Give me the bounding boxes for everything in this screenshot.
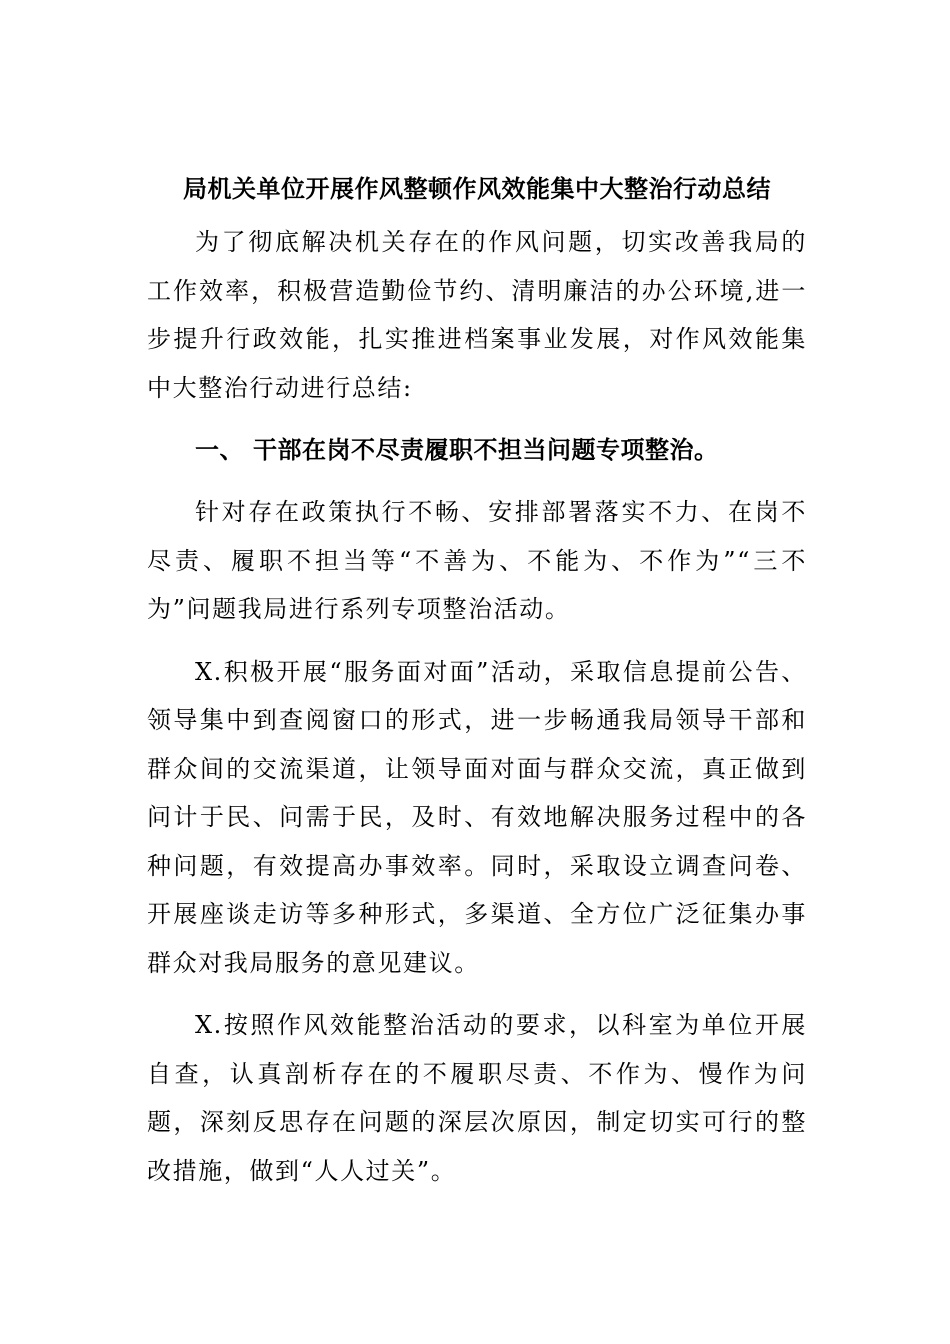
document-title: 局机关单位开展作风整顿作风效能集中大整治行动总结 xyxy=(183,175,771,203)
section-heading xyxy=(147,426,807,474)
section-paragraph-2: X.积极开展“服务面对面”活动，采取信息提前公告、领导集中到查阅窗口的形式，进一步畅通我局领导干部和群众间的交流渠道，让领导面对面与群众交流，真正做到问计于民、问需于民，及时、有效地解决服务过程中的各种问题，有效提高办事效率。同时，采取设立调查问卷、开展座谈走访等多种形式，多渠道、全方位广泛征集办事群众对我局服务的意见建议。 xyxy=(147,657,807,977)
section-heading-text: 干部在岗不尽责履职不担当问题专项整治。 xyxy=(253,436,719,464)
section-paragraph-3: X.按照作风效能整治活动的要求，以科室为单位开展自查，认真剖析存在的不履职尽责、不作为、慢作为问题，深刻反思存在问题的深层次原因，制定切实可行的整改措施，做到“人人过关”。 xyxy=(147,1011,807,1185)
intro-paragraph: 为了彻底解决机关存在的作风问题，切实改善我局的工作效率，积极营造勤俭节约、清明廉洁的办公环境,进一步提升行政效能，扎实推进档案事业发展，对作风效能集中大整治行动进行总结: xyxy=(147,228,807,402)
section-number: 一、 xyxy=(195,436,244,464)
document-body xyxy=(147,165,807,1209)
section-paragraph-1: 针对存在政策执行不畅、安排部署落实不力、在岗不尽责、履职不担当等“不善为、不能为、不作为”“三不为”问题我局进行系列专项整治活动。 xyxy=(147,498,807,623)
